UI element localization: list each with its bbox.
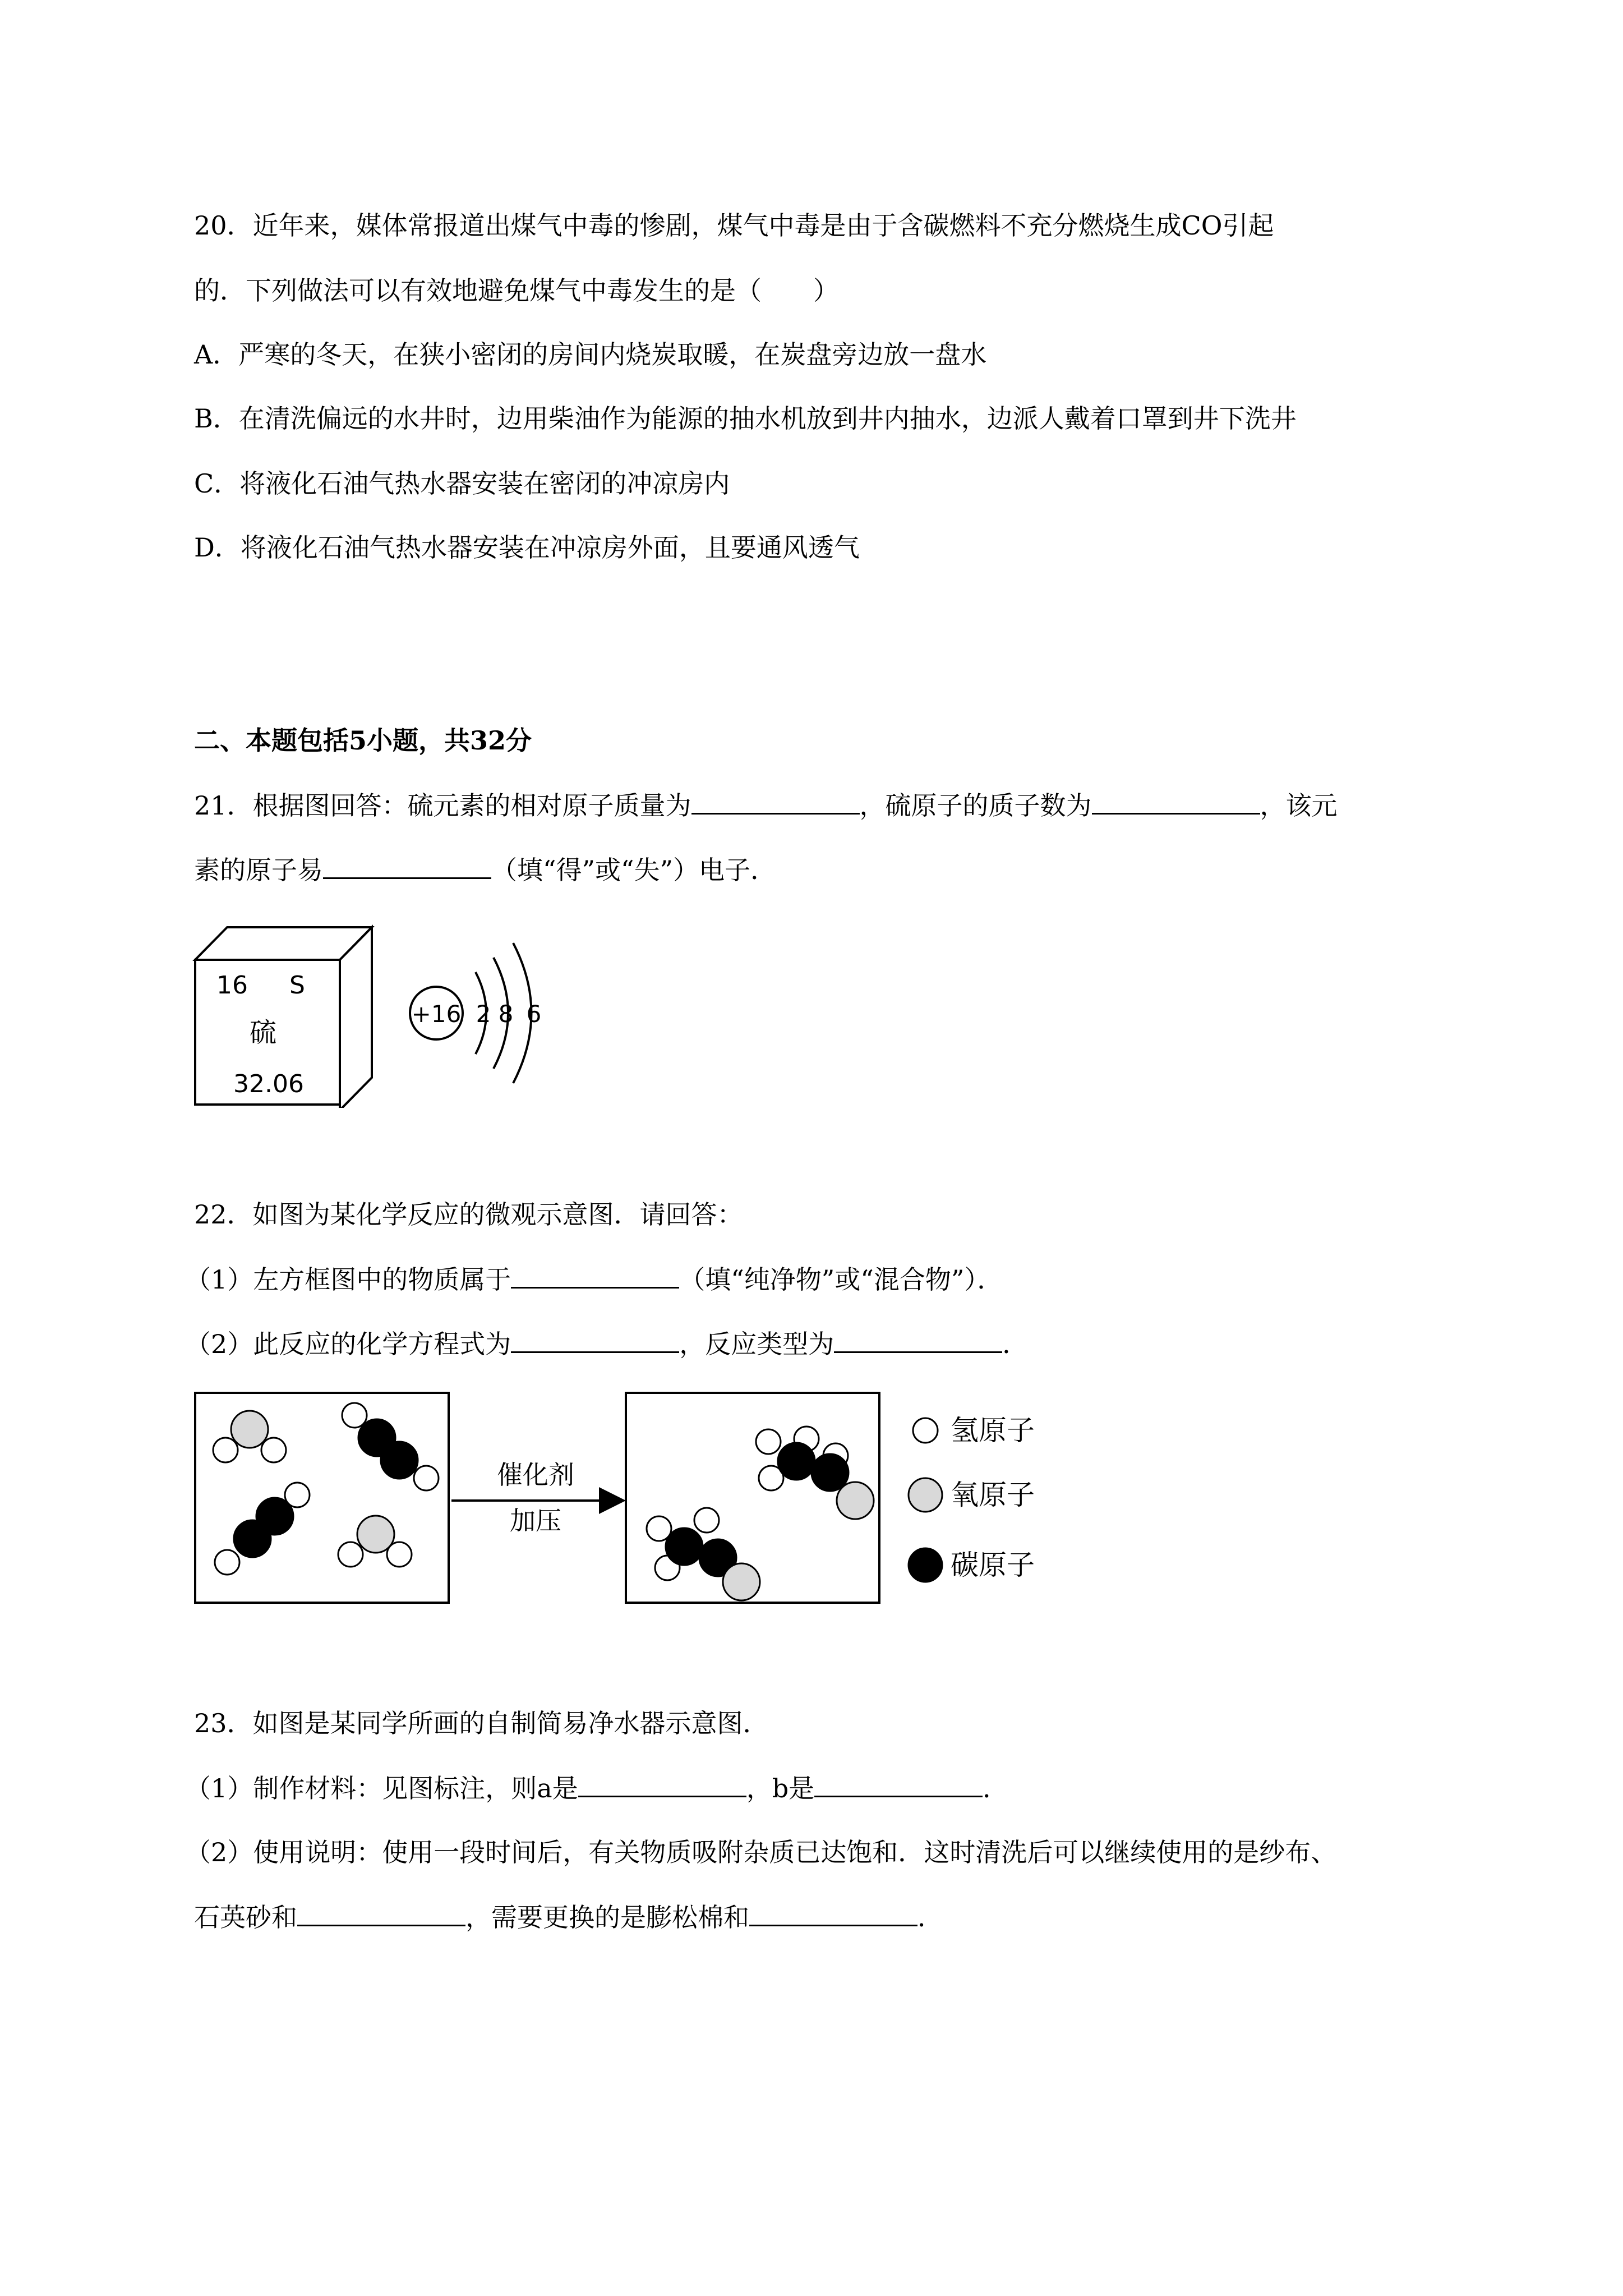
shell-count-1: 2	[476, 1000, 491, 1028]
q22-part1	[185, 1262, 1003, 1296]
q20-option-a[interactable]: A．严寒的冬天，在狭小密闭的房间内烧炭取暖，在炭盘旁边放一盘水	[194, 339, 987, 370]
q22-blank-equation[interactable]	[511, 1327, 679, 1353]
q22-text-b: （填“纯净物”或“混合物”）．	[679, 1264, 1003, 1295]
hydrogen-atom	[215, 1550, 239, 1575]
carbon-atom	[778, 1443, 815, 1480]
q23-blank-reusable[interactable]	[297, 1900, 465, 1926]
q22-text-a: （1）左方框图中的物质属于	[185, 1264, 511, 1295]
hydrogen-atom	[694, 1508, 719, 1533]
section2-heading: 二、本题包括5小题，共32分	[194, 725, 532, 756]
q21-blank-mass[interactable]	[691, 788, 860, 815]
carbon-atom	[811, 1454, 849, 1491]
q22-text-e: ．	[1002, 1329, 1029, 1359]
q22-part2	[185, 1327, 1028, 1361]
q23-text-b: ，b是	[746, 1773, 815, 1803]
legend-carbon-label: 碳原子	[951, 1549, 1035, 1581]
q23-part1	[185, 1771, 1008, 1805]
arrow-label-catalyst: 催化剂	[497, 1460, 574, 1490]
hydrogen-atom	[414, 1466, 439, 1490]
q22-blank-reaction-type[interactable]	[834, 1327, 1002, 1353]
q22-text-c: （2）此反应的化学方程式为	[185, 1329, 511, 1359]
hydrogen-atom	[756, 1429, 781, 1454]
q20-option-c[interactable]: C．将液化石油气热水器安装在密闭的冲凉房内	[194, 468, 730, 499]
q23-stem: 23．如图是某同学所画的自制简易净水器示意图．	[194, 1708, 769, 1738]
hydrogen-atom	[342, 1403, 367, 1428]
q23-text-a: （1）制作材料：见图标注，则a是	[185, 1773, 578, 1803]
q21-text-a: 21．根据图回答：硫元素的相对原子质量为	[194, 790, 691, 821]
q23-text-d: 石英砂和	[194, 1902, 297, 1932]
q23-blank-b[interactable]	[814, 1771, 983, 1797]
q21-line2	[194, 853, 776, 887]
q20-stem-line2: 的．下列做法可以有效地避免煤气中毒发生的是（ ）	[194, 275, 839, 306]
q23-text-e: ，需要更换的是膨松棉和	[465, 1902, 749, 1932]
q23-part2-line1: （2）使用说明：使用一段时间后，有关物质吸附杂质已达饱和．这时清洗后可以继续使用的是纱布、	[185, 1837, 1337, 1867]
oxygen-atom	[231, 1411, 268, 1448]
shell-count-3: 6	[526, 1000, 542, 1028]
carbon-atom	[381, 1442, 418, 1479]
q20-stem-line1: 20．近年来，媒体常报道出煤气中毒的惨剧，煤气中毒是由于含碳燃料不充分燃烧生成CO引起	[194, 210, 1274, 241]
q23-blank-a[interactable]	[578, 1771, 746, 1797]
q21-text-e: （填“得”或“失”）电子．	[491, 855, 777, 885]
shell-count-2: 8	[498, 1000, 514, 1028]
q21-text-d: 素的原子易	[194, 855, 323, 885]
q21-blank-gain-lose[interactable]	[323, 853, 491, 879]
carbon-atom	[234, 1520, 271, 1557]
q21-text-b: ，硫原子的质子数为	[859, 790, 1092, 821]
hydrogen-atom	[213, 1438, 238, 1462]
carbon-atom	[666, 1528, 703, 1565]
q23-text-f: ．	[917, 1902, 943, 1932]
oxygen-atom	[837, 1482, 874, 1519]
q21-blank-protons[interactable]	[1092, 788, 1260, 815]
element-name: 硫	[250, 1017, 277, 1048]
hydrogen-atom	[338, 1542, 363, 1567]
q21-figure	[191, 912, 561, 1108]
arrow-label-pressure: 加压	[510, 1506, 561, 1536]
q22-stem: 22．如图为某化学反应的微观示意图．请回答：	[194, 1199, 743, 1230]
element-mass: 32.06	[233, 1070, 304, 1098]
q22-text-d: ，反应类型为	[679, 1329, 834, 1359]
legend-oxygen-swatch	[909, 1478, 942, 1512]
legend-hydrogen-swatch	[913, 1418, 938, 1443]
legend-carbon-swatch	[909, 1548, 942, 1582]
q23-blank-replace[interactable]	[749, 1900, 917, 1926]
q22-blank-substance-type[interactable]	[511, 1262, 679, 1289]
q20-option-b[interactable]: B．在清洗偏远的水井时，边用柴油作为能源的抽水机放到井内抽水，边派人戴着口罩到井下洗井	[194, 403, 1297, 434]
q21-line1	[194, 788, 1338, 822]
hydrogen-atom	[387, 1542, 412, 1567]
cube-side-face	[340, 927, 372, 1108]
element-symbol: S	[289, 971, 305, 1000]
q23-text-c: ．	[983, 1773, 1009, 1803]
legend-oxygen-label: 氧原子	[951, 1479, 1035, 1511]
q20-option-d[interactable]: D．将液化石油气热水器安装在冲凉房外面，且要通风透气	[194, 532, 860, 563]
hydrogen-atom	[261, 1438, 286, 1462]
q21-text-c: ，该元	[1260, 790, 1338, 821]
nucleus-charge: +16	[411, 1000, 462, 1028]
q23-part2-line2	[194, 1900, 943, 1934]
oxygen-atom	[723, 1563, 760, 1600]
legend-hydrogen-label: 氢原子	[951, 1414, 1035, 1447]
element-atomic-number: 16	[216, 971, 248, 1000]
q22-figure	[191, 1388, 1066, 1613]
